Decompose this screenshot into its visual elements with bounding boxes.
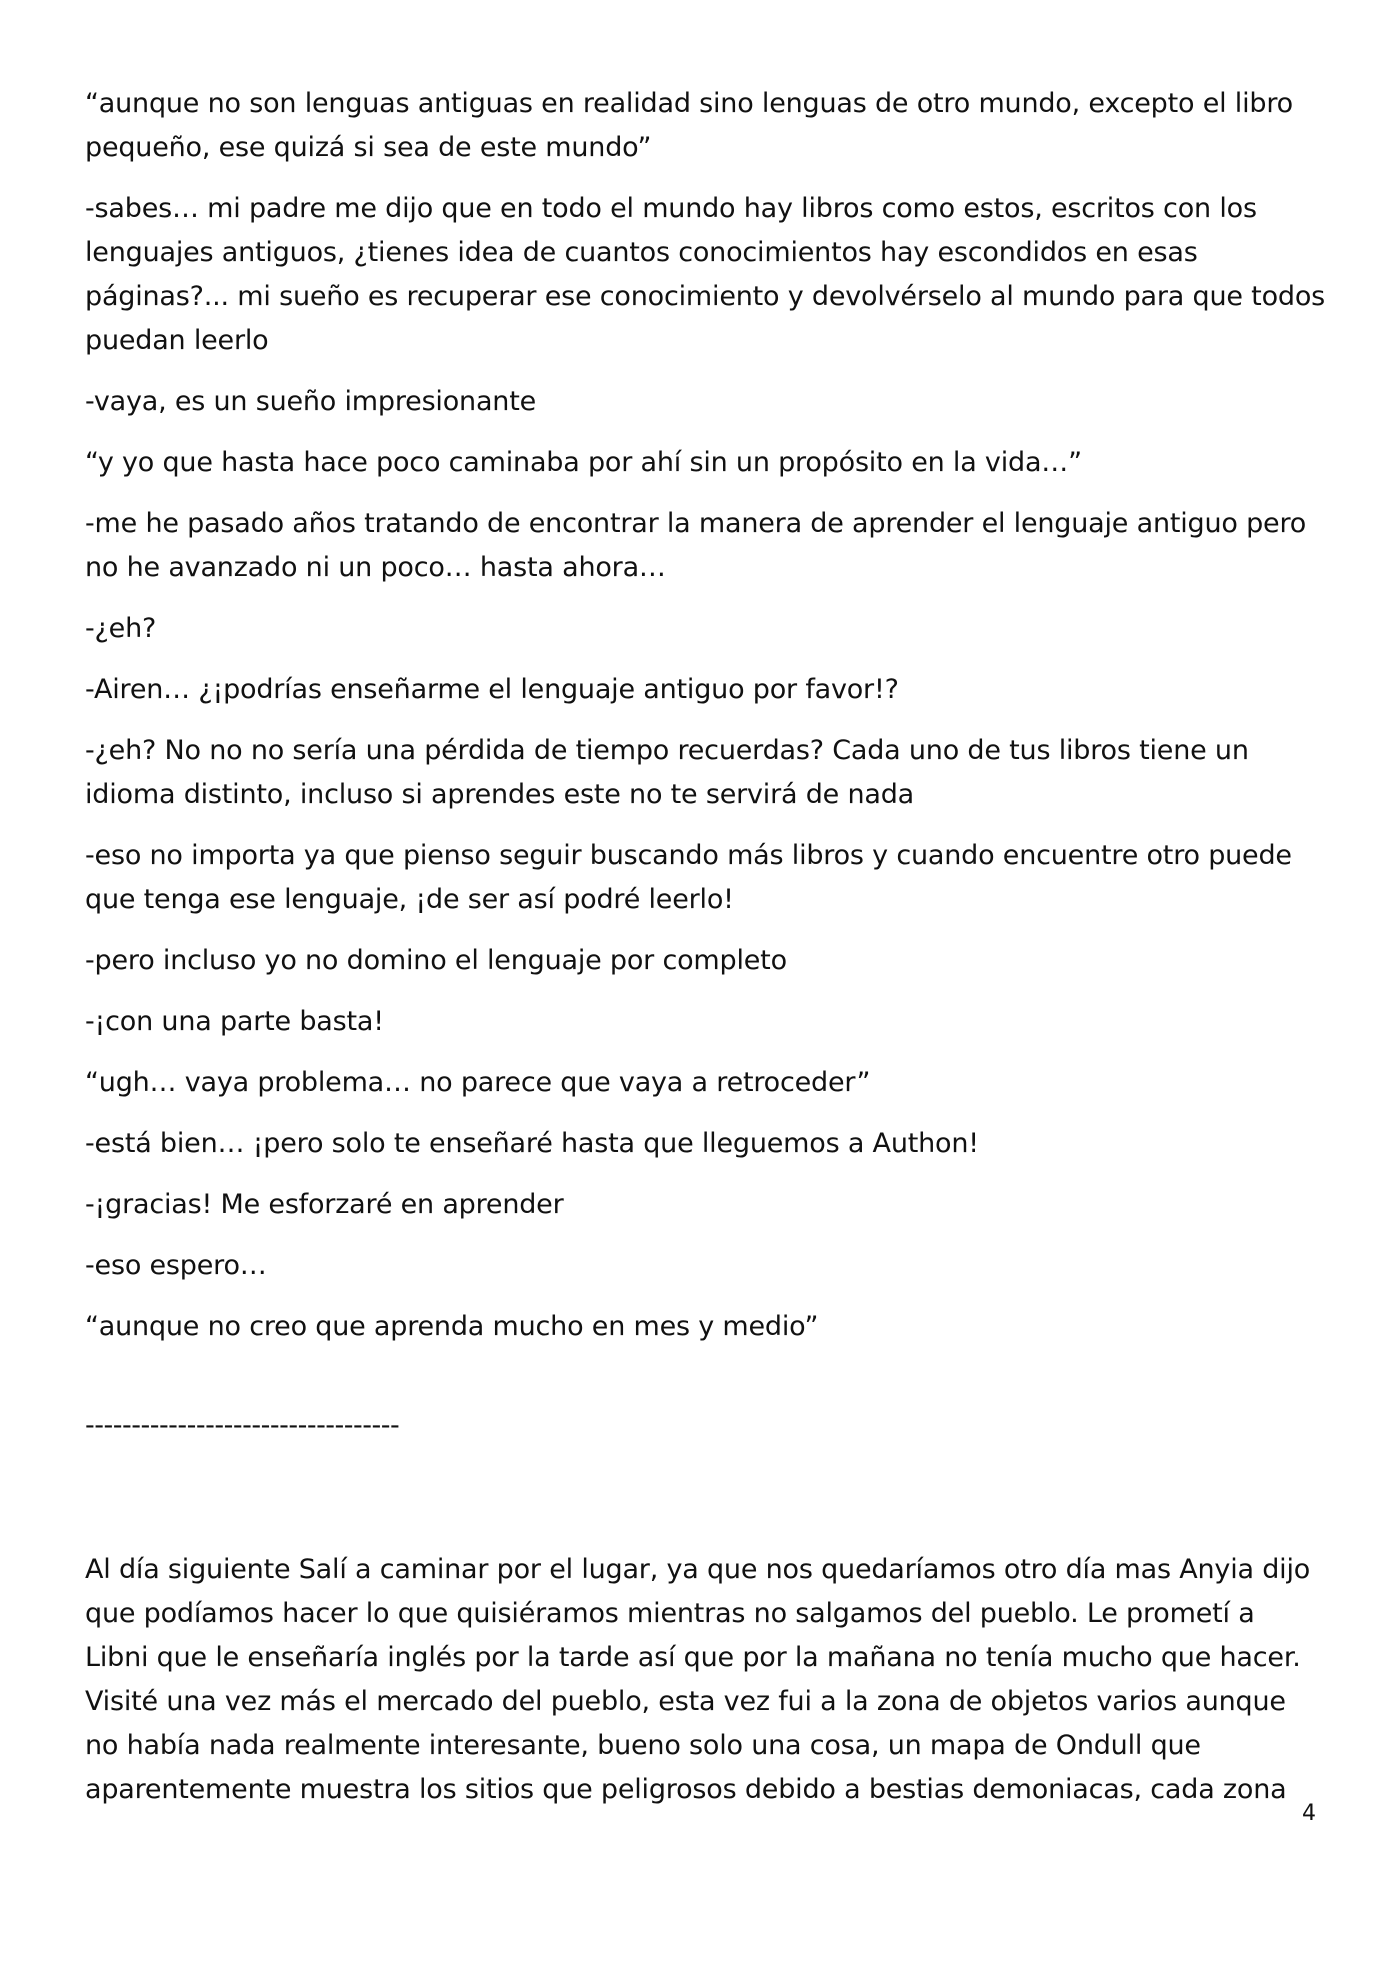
dialogue-line: “ugh… vaya problema… no parece que vaya a retroceder” xyxy=(85,1067,871,1098)
narrative-paragraph: Al día siguiente Salí a caminar por el lugar, ya que nos quedaríamos otro día mas Anyia dijo que podíamos hacer lo que quisiéramos mientras no salgamos del pueblo. Le prometí a Libni que le enseñaría inglés por la tarde así que por la mañana no tenía mucho que hacer. Visité una vez más el mercado del pueblo, esta vez fui a la zona de objetos varios aunque no había nada realmente interesante, bueno solo una cosa, un mapa de Ondull que aparentemente muestra los sitios que peligrosos debido a bestias demoniacas, cada zona xyxy=(85,1554,1311,1805)
dialogue-line: -está bien… ¡pero solo te enseñaré hasta que lleguemos a Authon! xyxy=(85,1128,979,1159)
dialogue-line: “aunque no son lenguas antiguas en realidad sino lenguas de otro mundo, excepto el libro pequeño, ese quizá si sea de este mundo” xyxy=(85,88,1293,163)
dialogue-line: -¿eh? No no no sería una pérdida de tiempo recuerdas? Cada uno de tus libros tiene un idioma distinto, incluso si aprendes este no te servirá de nada xyxy=(85,735,1249,810)
dialogue-line: -¡gracias! Me esforzaré en aprender xyxy=(85,1189,564,1220)
dialogue-line: -sabes… mi padre me dijo que en todo el mundo hay libros como estos, escritos con los lenguajes antiguos, ¿tienes idea de cuantos conocimientos hay escondidos en esas páginas?... mi sueño es recuperar ese conocimiento y devolvérselo al mundo para que todos puedan leerlo xyxy=(85,193,1326,356)
dialogue-line: -eso espero… xyxy=(85,1250,267,1281)
dialogue-line: -vaya, es un sueño impresionante xyxy=(85,386,537,417)
dialogue-line: -¿eh? xyxy=(85,613,157,644)
dialogue-line: “aunque no creo que aprenda mucho en mes y medio” xyxy=(85,1311,819,1342)
dialogue-line: -Airen… ¿¡podrías enseñarme el lenguaje antiguo por favor!? xyxy=(85,674,899,705)
dialogue-line: -me he pasado años tratando de encontrar la manera de aprender el lenguaje antiguo pero no he avanzado ni un poco… hasta ahora… xyxy=(85,508,1307,583)
dialogue-line: -¡con una parte basta! xyxy=(85,1006,384,1037)
dialogue-line: “y yo que hasta hace poco caminaba por ahí sin un propósito en la vida…” xyxy=(85,447,1082,478)
section-separator: ---------------------------------- xyxy=(85,1410,400,1441)
dialogue-line: -eso no importa ya que pienso seguir buscando más libros y cuando encuentre otro puede que tenga ese lenguaje, ¡de ser así podré leerlo! xyxy=(85,840,1292,915)
page-number: 4 xyxy=(1302,1801,1316,1826)
page-body xyxy=(85,82,1325,1812)
dialogue-line: -pero incluso yo no domino el lenguaje por completo xyxy=(85,945,787,976)
